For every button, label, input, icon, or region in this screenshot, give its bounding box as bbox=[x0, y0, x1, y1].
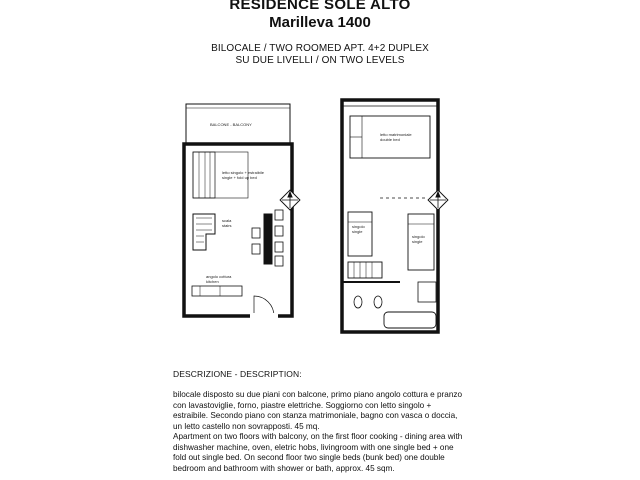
double-bed-label: letto matrimoniale bbox=[380, 132, 412, 137]
sink-icon bbox=[418, 282, 436, 302]
kitchen-label-en: kitchen bbox=[206, 279, 219, 284]
balcony-label: BALCONE - BALCONY bbox=[210, 122, 252, 127]
single-a-label: singolo bbox=[352, 224, 365, 229]
bathtub-icon bbox=[384, 312, 436, 328]
subtitle-line-2: SU DUE LIVELLI / ON TWO LEVELS bbox=[235, 55, 405, 66]
kitchen-label: angolo cottura bbox=[206, 274, 232, 279]
bidet-icon bbox=[374, 296, 382, 308]
single-a-label-en: single bbox=[352, 229, 363, 234]
description-english: Apartment on two floors with balcony, on the first floor cooking - dining area with dishwasher machine, oven, eletric hobs, livingroom with one single bed + one fold out single bed. On second floor two single beds (bunk bed) one double bedroom and bathroom with shower or bath, approx. 45 sqm. bbox=[173, 432, 463, 473]
stairs-label-en: stairs bbox=[222, 223, 232, 228]
stairs-outline bbox=[193, 214, 215, 250]
compass-icon-left bbox=[280, 190, 300, 210]
first-floor-plan bbox=[184, 104, 300, 319]
second-floor-plan bbox=[342, 100, 448, 332]
description-heading: DESCRIZIONE - DESCRIPTION: bbox=[173, 369, 302, 379]
compass-icon-right bbox=[428, 190, 448, 210]
page-title: RESIDENCE SOLE ALTO bbox=[229, 0, 411, 13]
single-b-label-en: single bbox=[412, 239, 423, 244]
double-bed-label-en: double bed bbox=[380, 137, 400, 142]
sofa-bed-label-en: single + fold up bed bbox=[222, 175, 257, 180]
sofa-bed bbox=[193, 152, 215, 198]
subtitle-line-1: BILOCALE / TWO ROOMED APT. 4+2 DUPLEX bbox=[211, 43, 429, 54]
page-location: Marilleva 1400 bbox=[269, 14, 371, 31]
single-bed-a bbox=[348, 212, 372, 256]
single-b-label: singolo bbox=[412, 234, 425, 239]
toilet-icon bbox=[354, 296, 362, 308]
description-italian: bilocale disposto su due piani con balcone, primo piano angolo cottura e pranzo con lavastoviglie, forno, piastre elettriche. Soggiorno con letto singolo + estraibile. Secondo piano con stanza matrimoniale, bagno con vasca o doccia, un letto castello non sovrapposti. 45 mq. bbox=[173, 390, 463, 431]
sofa-bed-label: letto singolo + estraibile bbox=[222, 170, 264, 175]
kitchen-counter bbox=[192, 286, 242, 296]
dining-table bbox=[264, 214, 272, 264]
stairs-label: scala bbox=[222, 218, 232, 223]
